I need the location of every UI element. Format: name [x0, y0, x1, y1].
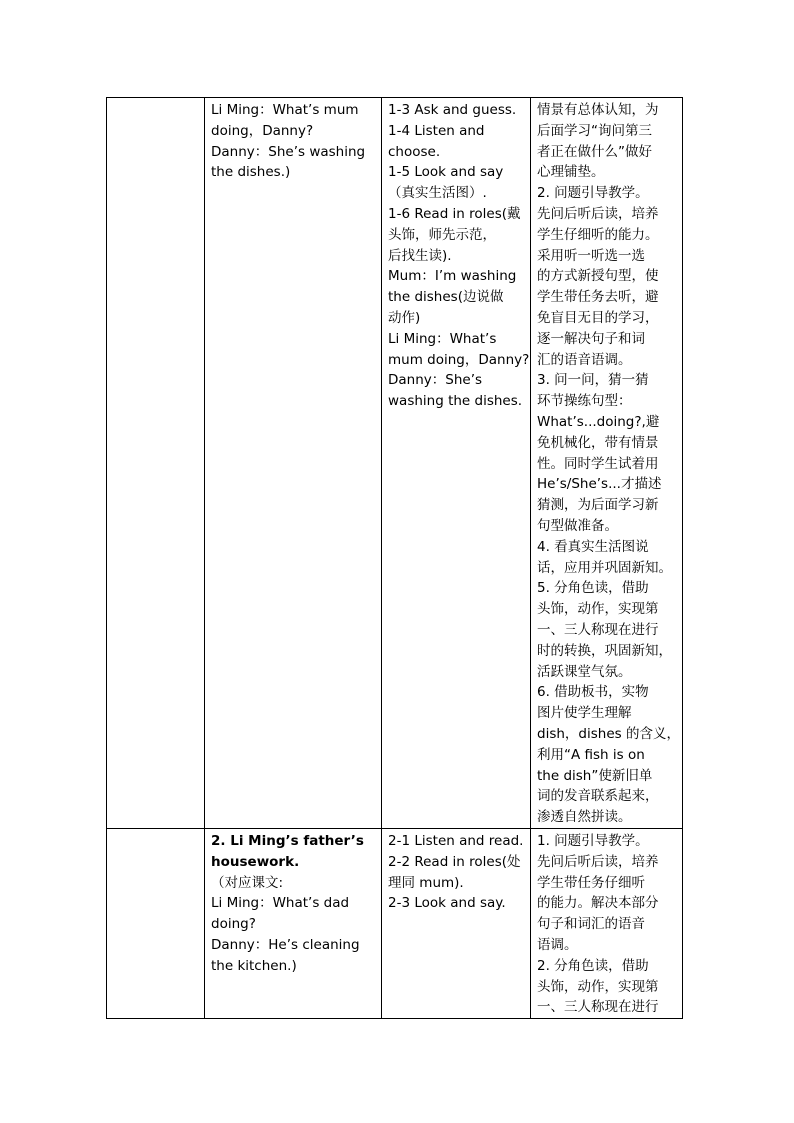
- activity-line: the dishes(边说做: [388, 289, 504, 306]
- purpose-line: 先问后听后读，培养: [537, 853, 659, 870]
- activity-line: Mum：I’m washing: [388, 268, 517, 285]
- purpose-line: 者正在做什么”做好: [537, 143, 652, 160]
- purpose-line: 先问后听后读，培养: [537, 205, 659, 222]
- purpose-line: 免盲目无目的学习，: [537, 309, 659, 326]
- content-line: doing?: [211, 916, 256, 933]
- purpose-line: 渗透自然拼读。: [537, 809, 632, 826]
- activity-line: choose.: [388, 143, 441, 160]
- purpose-line: 图片使学生理解: [537, 705, 632, 722]
- table-row: [107, 98, 683, 829]
- purpose-line: 6. 借助板书，实物: [537, 684, 649, 701]
- purpose-line: 采用听一听选一选: [537, 247, 645, 264]
- purpose-line: 利用“A fish is on: [537, 746, 645, 763]
- content-line: the kitchen.): [211, 957, 297, 974]
- purpose-cell: [531, 829, 683, 1019]
- purpose-line: 心理铺垫。: [537, 164, 605, 181]
- purpose-line: 一、三人称现在进行: [537, 999, 659, 1016]
- activity-line: 2-2 Read in roles(处: [388, 853, 521, 870]
- purpose-line: 学生带任务仔细听: [537, 874, 645, 891]
- purpose-line: 3. 问一问，猜一猜: [537, 372, 649, 389]
- activity-line: 2-3 Look and say.: [388, 895, 506, 912]
- purpose-line: 一、三人称现在进行: [537, 621, 659, 638]
- content-line: Li Ming：What’s dad: [211, 895, 350, 912]
- stage-cell: [107, 829, 205, 1019]
- activity-cell: [382, 98, 531, 829]
- activity-line: 1-4 Listen and: [388, 122, 485, 139]
- content-cell: [205, 829, 382, 1019]
- purpose-line: 学生带任务去听，避: [537, 289, 659, 306]
- content-line: Li Ming：What’s mum: [211, 102, 359, 118]
- purpose-line: 句子和词汇的语音: [537, 916, 645, 933]
- content-line: Danny：He’s cleaning: [211, 936, 360, 953]
- purpose-line: the dish”使新旧单: [537, 767, 653, 784]
- purpose-line: 情景有总体认知，为: [537, 102, 659, 118]
- purpose-line: 环节操练句型：: [537, 393, 632, 410]
- activity-line: washing the dishes.: [388, 393, 523, 410]
- purpose-line: 的方式新授句型，使: [537, 268, 659, 285]
- purpose-line: 5. 分角色读，借助: [537, 580, 649, 597]
- content-cell: [205, 98, 382, 829]
- content-line: housework.: [211, 853, 300, 870]
- purpose-line: What’s...doing?,避: [537, 413, 660, 430]
- purpose-line: 句型做准备。: [537, 517, 618, 534]
- content-line: 2. Li Ming’s father’s: [211, 833, 364, 849]
- purpose-line: 1. 问题引导教学。: [537, 833, 649, 849]
- activity-line: Danny：She’s: [388, 372, 483, 389]
- table-row: [107, 829, 683, 1019]
- activity-line: Li Ming：What’s: [388, 330, 497, 347]
- purpose-line: 头饰，动作，实现第: [537, 601, 659, 618]
- purpose-line: 的能力。解决本部分: [537, 895, 659, 912]
- purpose-line: 2. 分角色读，借助: [537, 957, 649, 974]
- purpose-line: dish，dishes 的含义，: [537, 725, 680, 742]
- purpose-line: 词的发音联系起来，: [537, 788, 659, 805]
- purpose-line: 免机械化，带有情景: [537, 434, 659, 451]
- content-line: the dishes.): [211, 164, 291, 181]
- purpose-line: 猜测，为后面学习新: [537, 497, 659, 514]
- purpose-line: 活跃课堂气氛。: [537, 663, 632, 680]
- activity-line: 1-6 Read in roles(戴: [388, 205, 521, 222]
- purpose-line: 头饰，动作，实现第: [537, 978, 659, 995]
- purpose-line: 时的转换，巩固新知，: [537, 642, 672, 659]
- activity-line: 头饰，师先示范，: [388, 226, 496, 243]
- purpose-line: 语调。: [537, 936, 578, 953]
- activity-line: 后找生读).: [388, 247, 452, 264]
- purpose-line: 4. 看真实生活图说: [537, 538, 649, 555]
- purpose-line: 性。同时学生试着用: [537, 455, 659, 472]
- purpose-line: 后面学习“询问第三: [537, 122, 652, 139]
- content-line: doing，Danny?: [211, 122, 314, 139]
- activity-line: 1-5 Look and say: [388, 164, 504, 181]
- purpose-cell: [531, 98, 683, 829]
- activity-line: （真实生活图）.: [388, 185, 487, 202]
- activity-line: 2-1 Listen and read.: [388, 833, 524, 849]
- purpose-line: 2. 问题引导教学。: [537, 185, 649, 202]
- content-line: （对应课文:: [211, 874, 284, 891]
- purpose-line: He’s/She’s...才描述: [537, 476, 662, 493]
- activity-cell: [382, 829, 531, 1019]
- activity-line: mum doing，Danny?: [388, 351, 530, 368]
- activity-line: 动作): [388, 309, 421, 326]
- purpose-line: 逐一解决句子和词: [537, 330, 645, 347]
- purpose-line: 汇的语音语调。: [537, 351, 632, 368]
- purpose-line: 话，应用并巩固新知。: [537, 559, 672, 576]
- activity-line: 理同 mum).: [388, 874, 464, 891]
- stage-cell: [107, 98, 205, 829]
- lesson-plan-table: [106, 97, 683, 1019]
- content-line: Danny：She’s washing: [211, 143, 366, 160]
- purpose-line: 学生仔细听的能力。: [537, 226, 659, 243]
- activity-line: 1-3 Ask and guess.: [388, 102, 517, 118]
